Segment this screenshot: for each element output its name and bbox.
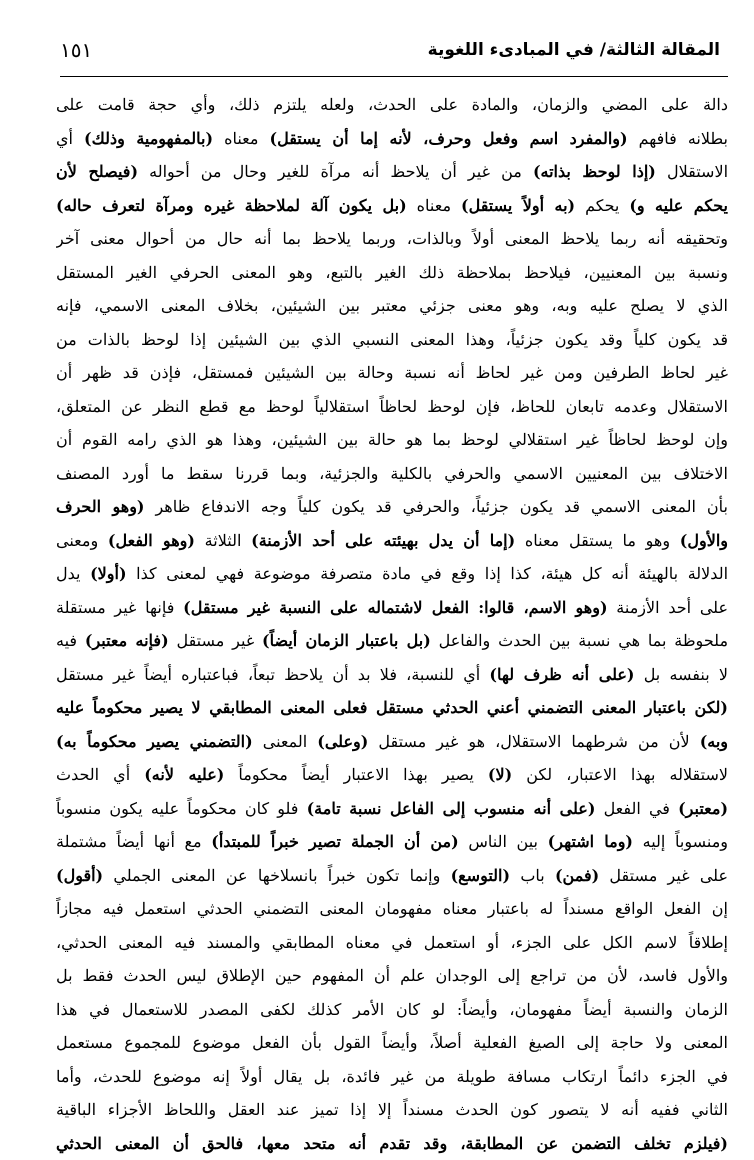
text-line: [56, 725, 728, 759]
text-line: [56, 859, 728, 893]
text-line: [56, 792, 728, 826]
text-segment: من غير أن يلاحظ أنه مرآة للغير وحال من أحواله: [138, 162, 533, 181]
text-segment: فلو كان محكوماً عليه يكون منسوباً: [56, 799, 307, 818]
text-line: [56, 323, 728, 357]
text-segment: الثاني ففيه أنه لا يتصور كون الحدث مسنداً إلا إذا تميز عند العقل واللحاظ الأجزاء الباقية: [56, 1100, 728, 1119]
text-segment: الدلالة بالهيئة أنه كل هيئة، كذا إذا وقع في مادة متصرفة موضوعة فهي لمعنى كذا: [127, 564, 728, 583]
text-segment: غير لحاظ الطرفين ومن غير لحاظ أنه نسبة وحالة بين الشيئين فمستقل، فإذن قد ظهر أن: [56, 363, 728, 382]
text-segment: بطلانه فافهم: [628, 129, 728, 148]
text-segment: بأن المعنى الاسمي قد يكون جزئياً، والحرفي قد يكون كلياً وجه الاندفاع ظاهر: [145, 497, 729, 516]
text-line: [56, 1026, 728, 1060]
text-line: [56, 658, 728, 692]
bold-segment: (والمفرد اسم وفعل وحرف، لأنه إما أن يستقل): [270, 129, 628, 148]
body-text: [56, 88, 728, 1160]
text-line: [56, 624, 728, 658]
text-line: [56, 390, 728, 424]
text-segment: أي: [56, 129, 84, 148]
bold-segment: (معتبر): [678, 799, 728, 818]
bold-segment: (بل باعتبار الزمان أيضاً): [262, 631, 431, 650]
bold-segment: (التضمني يصير محكوماً به): [56, 732, 253, 751]
text-segment: فإنها غير مستقلة: [56, 598, 183, 617]
bold-segment: (فمن): [555, 866, 599, 885]
text-segment: باب: [510, 866, 555, 885]
text-segment: في الفعل: [595, 799, 678, 818]
bold-segment: (وما اشتهر): [548, 832, 633, 851]
text-line: [56, 758, 728, 792]
bold-segment: (لا): [488, 765, 512, 784]
bold-segment: (وعلى): [317, 732, 368, 751]
text-line: [56, 1127, 728, 1160]
text-segment: على أحد الأزمنة: [608, 598, 728, 617]
bold-segment: (وهو الفعل): [108, 531, 195, 550]
text-segment: الاستقلال وعدمه تابعان للحاظ، فإن لوحظ لحاظاً استقلالياً لوحظ مع قطع النظر عن المتعلق،: [56, 397, 728, 416]
bold-segment: (به أولاً يستقل): [461, 196, 575, 215]
bold-segment: والأول): [680, 531, 728, 550]
text-segment: إن الفعل الواقع مسنداً له باعتبار معناه مفهومان المعنى التضمني الحدثي استعمل فيه مجازاً: [56, 899, 728, 918]
text-segment: لا بنفسه بل: [635, 665, 729, 684]
text-segment: بين الناس: [459, 832, 548, 851]
text-line: [56, 926, 728, 960]
text-segment: الزمان والنسبة أيضاً مفهومان، وأيضاً: لو كان الأمر كذلك لكفى المصدر للاستعمال في هذا: [56, 1000, 728, 1019]
bold-segment: (على أنه ظرف لها): [489, 665, 634, 684]
bold-segment: (فيصلح لأن: [56, 162, 138, 181]
text-line: [56, 122, 728, 156]
text-segment: يدل: [56, 564, 90, 583]
text-segment: غير مستقل: [169, 631, 262, 650]
text-segment: المعنى ولا حاجة إلى الصيغ الفعلية أصلاً، وأيضاً القول بأن الفعل موضوع للمجموع مستعمل: [56, 1033, 728, 1052]
text-segment: الاختلاف بين المعنيين الاسمي والحرفي بالكلية والجزئية، وبما قررنا سقط ما أورد المصنف: [56, 464, 728, 483]
text-segment: دالة على المضي والزمان، والمادة على الحدث، ولعله يلتزم ذلك، وأي حجة قامت على: [56, 95, 728, 114]
text-segment: المعنى: [253, 732, 318, 751]
bold-segment: (أولا): [90, 564, 126, 583]
bold-segment: (بالمفهومية وذلك): [84, 129, 213, 148]
bold-segment: (التوسع): [451, 866, 510, 885]
text-segment: أي الحدث: [56, 765, 144, 784]
text-line: [56, 88, 728, 122]
text-segment: وتحقيقه أنه ربما يلاحظ المعنى أولاً وبالذات، وربما يلاحظ بما أنه حال من أحوال معنى آخر: [56, 229, 728, 248]
text-segment: الاستقلال: [656, 162, 728, 181]
text-segment: معناه: [213, 129, 269, 148]
text-line: [56, 457, 728, 491]
header-rule: [60, 76, 728, 77]
text-line: [56, 155, 728, 189]
text-segment: الذي لا يصلح عليه وبه، وهو معنى جزئي معتبر بين الشيئين، بخلاف المعنى الاسمي، فإنه: [56, 296, 728, 315]
text-segment: وهو ما يستقل معناه: [515, 531, 680, 550]
bold-segment: (إذا لوحظ بذاته): [533, 162, 656, 181]
text-line: [56, 256, 728, 290]
text-segment: ومعنى: [56, 531, 108, 550]
text-segment: ومنسوباً إليه: [633, 832, 728, 851]
text-segment: على غير مستقل: [599, 866, 728, 885]
text-segment: وإنما تكون خبراً بانسلاخها عن المعنى الجملي: [103, 866, 450, 885]
bold-segment: (بل يكون آلة لملاحظة غيره ومرآة لتعرف حاله): [56, 196, 407, 215]
text-line: [56, 825, 728, 859]
bold-segment: (أقول): [56, 866, 103, 885]
bold-segment: (إما أن يدل بهيئته على أحد الأزمنة): [251, 531, 515, 550]
text-line: [56, 189, 728, 223]
text-segment: يصير بهذا الاعتبار أيضاً محكوماً: [224, 765, 488, 784]
text-line: [56, 222, 728, 256]
text-line: [56, 1060, 728, 1094]
text-line: [56, 691, 728, 725]
bold-segment: (من أن الجملة تصير خبراً للمبتدأ): [211, 832, 458, 851]
text-line: [56, 1093, 728, 1127]
text-segment: فيه: [56, 631, 85, 650]
text-line: [56, 892, 728, 926]
text-line: [56, 289, 728, 323]
text-segment: ونسبة بين المعنيين، فيلاحظ بملاحظة ذلك الغير بالتبع، وهو المعنى الحرفي الغير المستقل: [56, 263, 728, 282]
bold-segment: يحكم عليه و): [629, 196, 728, 215]
text-segment: قد يكون كلياً وقد يكون جزئياً، وهذا المعنى النسبي الذي بين الشيئين إذا لوحظ بالذات من: [56, 330, 728, 349]
text-segment: لاستقلاله بهذا الاعتبار، لكن: [512, 765, 728, 784]
text-segment: معناه: [407, 196, 461, 215]
page-header: [60, 36, 720, 76]
text-segment: في الجزء دائماً ارتكاب مسافة طويلة من غير فائدة، بل يقال أولاً إنه موضوع للحدث، وأما: [56, 1067, 728, 1086]
text-segment: لأن من شرطهما الاستقلال، هو غير مستقل: [368, 732, 699, 751]
text-line: [56, 356, 728, 390]
text-segment: إطلاقاً لاسم الكل على الجزء، أو استعمل في معناه المطابقي والمسند فيه المعنى الحدثي،: [56, 933, 728, 952]
text-line: [56, 959, 728, 993]
bold-segment: (فيلزم تخلف التضمن عن المطابقة، وقد تقدم أنه متحد معها، فالحق أن المعنى الحدثي: [56, 1134, 728, 1153]
running-title: المقالة الثالثة/ في المبادىء اللغوية: [428, 40, 720, 60]
bold-segment: (وهو الحرف: [56, 497, 145, 516]
bold-segment: (فإنه معتبر): [85, 631, 169, 650]
text-segment: والأول فاسد، لأن من تراجع إلى الوجدان علم أن المفهوم حين الإطلاق ليس الحدث فقط بل: [56, 966, 728, 985]
bold-segment: (عليه لأنه): [144, 765, 224, 784]
text-line: [56, 490, 728, 524]
text-line: [56, 557, 728, 591]
text-line: [56, 591, 728, 625]
bold-segment: (على أنه منسوب إلى الفاعل نسبة تامة): [307, 799, 596, 818]
text-line: [56, 993, 728, 1027]
text-segment: أي للنسبة، فلا بد أن يلاحظ تبعاً، فباعتباره أيضاً غير مستقل: [56, 665, 489, 684]
text-segment: مع أنها أيضاً مشتملة: [56, 832, 211, 851]
text-segment: يحكم: [575, 196, 629, 215]
page-number: ١٥١: [60, 38, 92, 62]
bold-segment: (لكن باعتبار المعنى التضمني أعني الحدثي مستقل فعلى المعنى المطابقي لا يصير محكوماً عليه: [56, 698, 728, 717]
bold-segment: (وهو الاسم، قالوا: الفعل لاشتماله على النسبة غير مستقل): [183, 598, 607, 617]
text-line: [56, 423, 728, 457]
bold-segment: وبه): [700, 732, 728, 751]
text-segment: ملحوظة بما هي نسبة بين الحدث والفاعل: [431, 631, 728, 650]
text-segment: وإن لوحظ لحاظاً غير استقلالي لوحظ بما هو حالة بين الشيئين، وهذا هو الذي رامه القوم أن: [56, 430, 728, 449]
text-line: [56, 524, 728, 558]
text-segment: الثلاثة: [195, 531, 251, 550]
